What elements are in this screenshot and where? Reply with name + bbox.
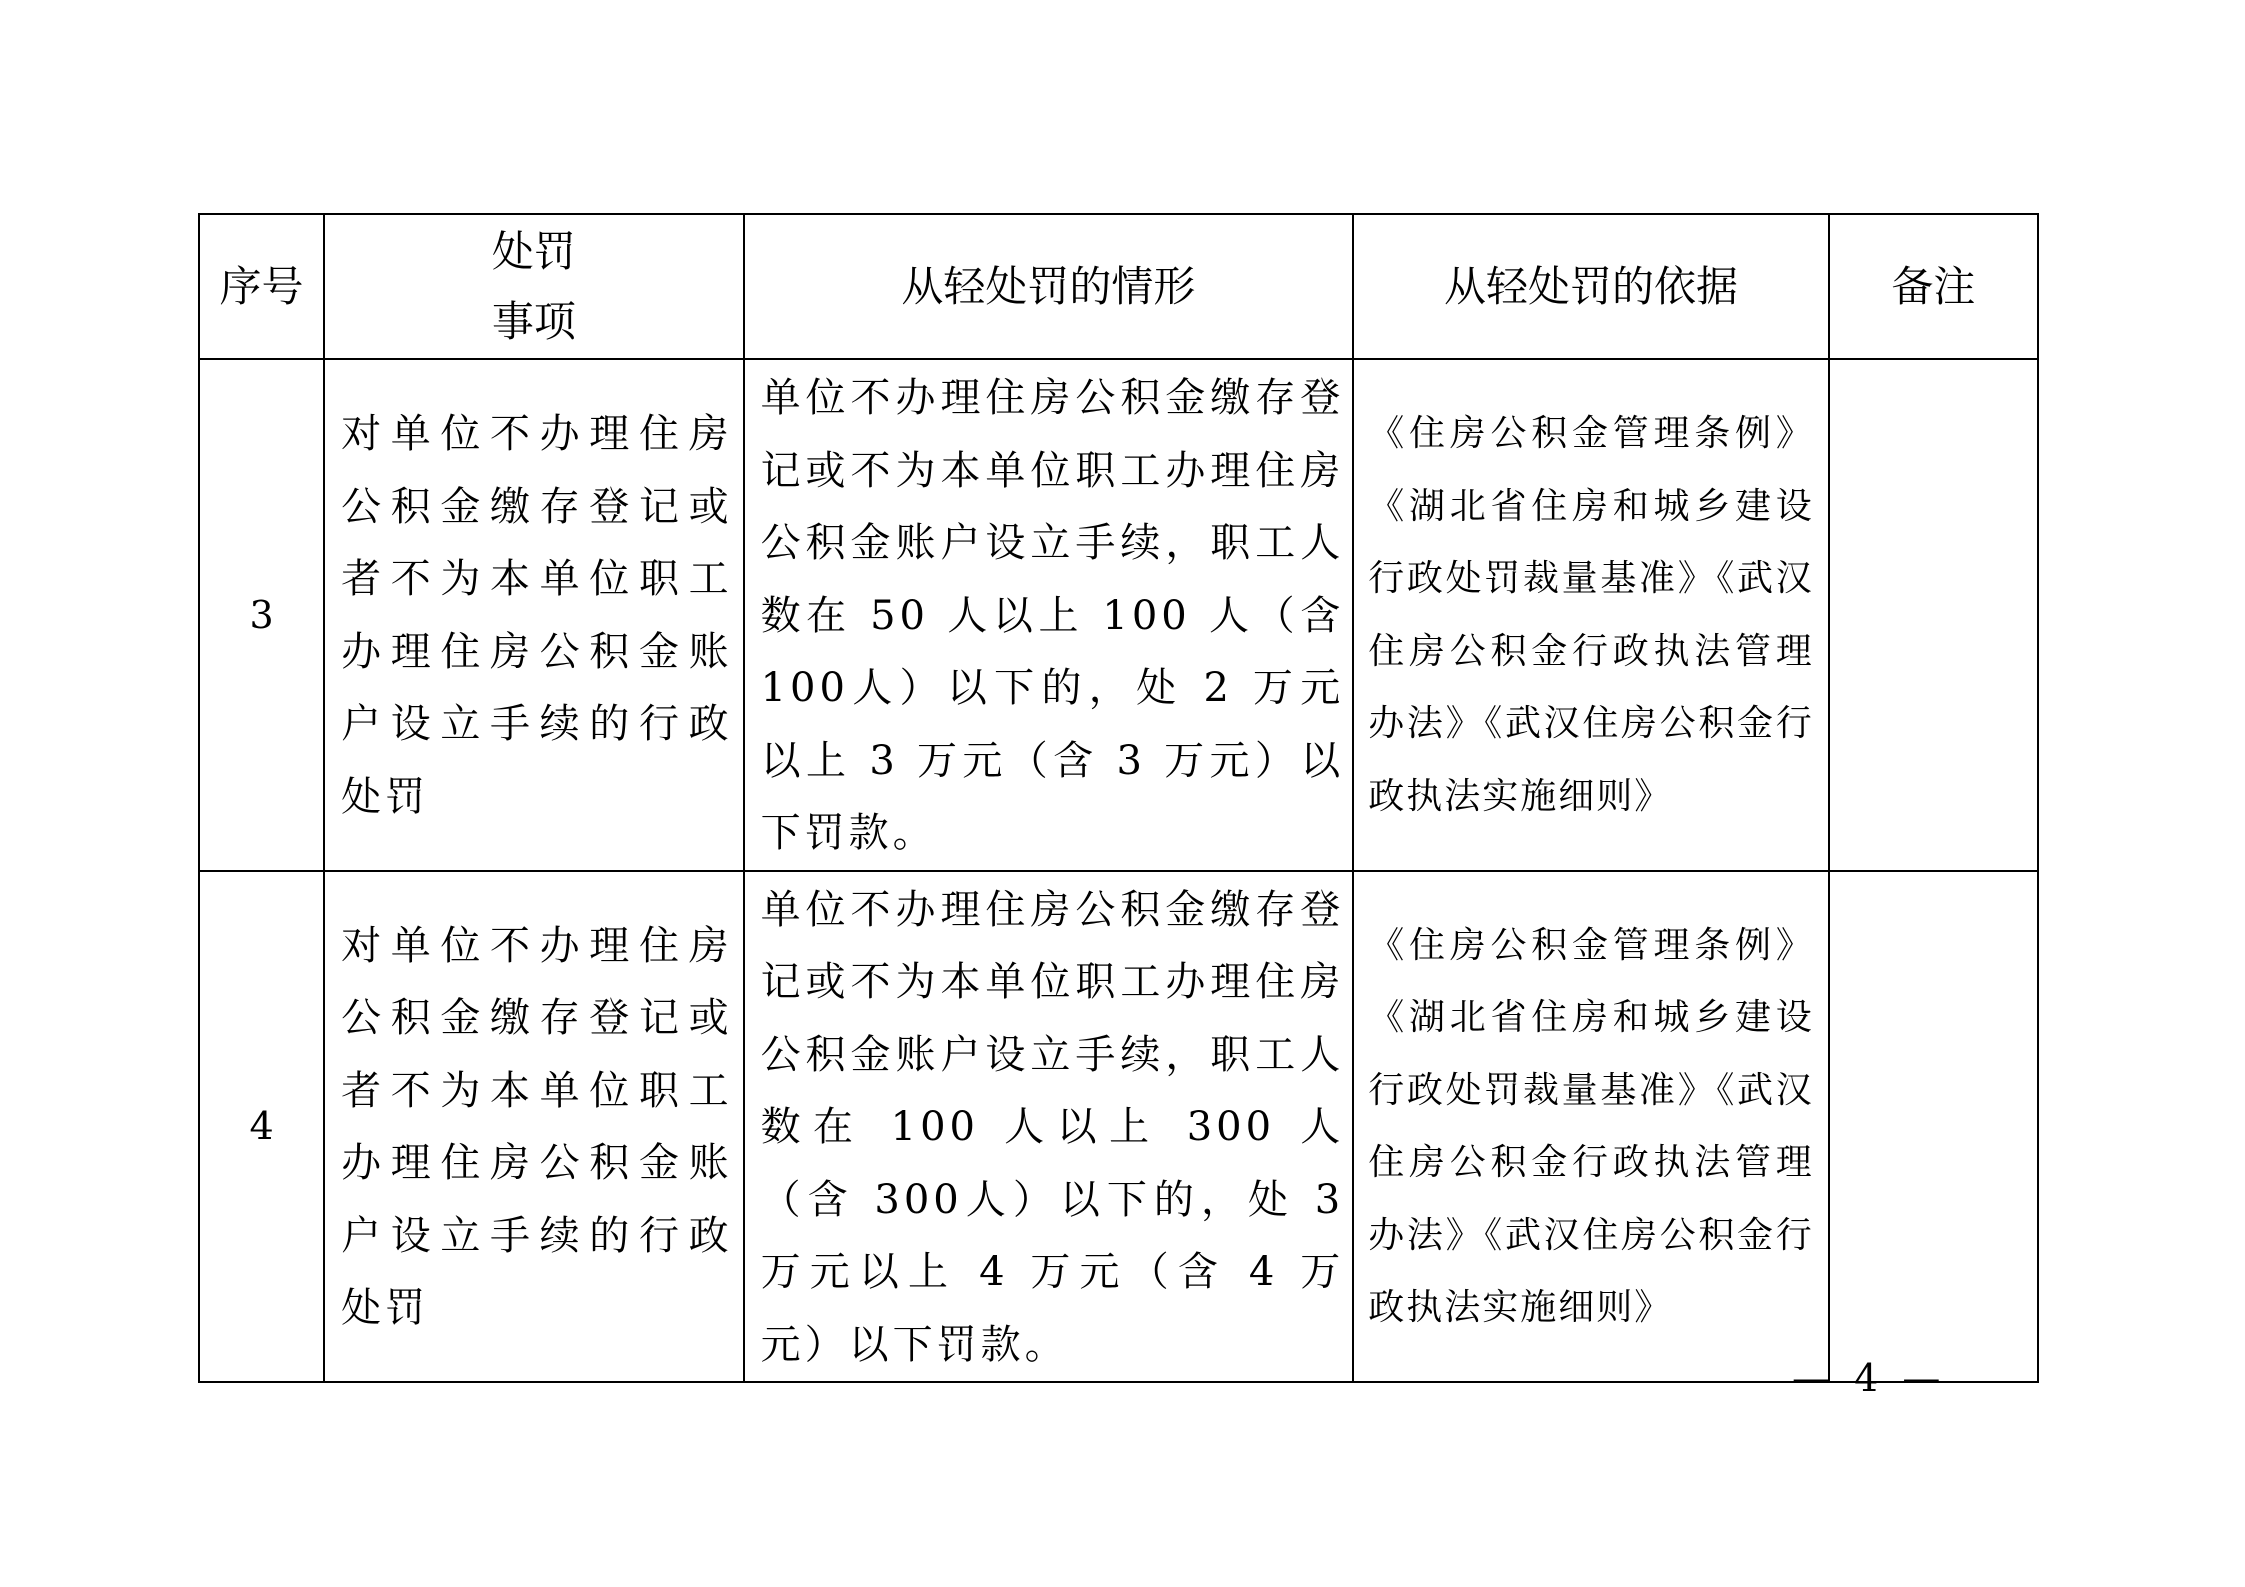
header-item-line2: 事项 bbox=[491, 296, 576, 346]
row-case-cell: 单位不办理住房公积金缴存登记或不为本单位职工办理住房公积金账户设立手续，职工人数在 100 人以上 300 人（含 300人）以下的，处 3 万元以上 4 万元（含 4 万元）以下罚款。 bbox=[744, 871, 1354, 1383]
row-basis-cell: 《住房公积金管理条例》《湖北省住房和城乡建设行政处罚裁量基准》《武汉住房公积金行政执法管理办法》《武汉住房公积金行政执法实施细则》 bbox=[1353, 359, 1829, 871]
header-no: 序号 bbox=[199, 214, 324, 359]
page-number: — 4 — bbox=[1792, 1356, 1947, 1400]
table-row bbox=[199, 871, 2038, 1383]
row-no-cell: 3 bbox=[199, 359, 324, 871]
row-basis-cell: 《住房公积金管理条例》《湖北省住房和城乡建设行政处罚裁量基准》《武汉住房公积金行政执法管理办法》《武汉住房公积金行政执法实施细则》 bbox=[1353, 871, 1829, 1383]
row-note-cell bbox=[1829, 871, 2038, 1383]
header-case: 从轻处罚的情形 bbox=[744, 214, 1354, 359]
penalty-table bbox=[198, 213, 2039, 1383]
header-basis: 从轻处罚的依据 bbox=[1353, 214, 1829, 359]
table-row bbox=[199, 359, 2038, 871]
row-item-cell: 对单位不办理住房公积金缴存登记或者不为本单位职工办理住房公积金账户设立手续的行政处罚 bbox=[324, 871, 743, 1383]
row-no-cell: 4 bbox=[199, 871, 324, 1383]
header-item bbox=[324, 214, 743, 359]
header-note: 备注 bbox=[1829, 214, 2038, 359]
row-note-cell bbox=[1829, 359, 2038, 871]
table-header-row bbox=[199, 214, 2038, 359]
row-case-cell: 单位不办理住房公积金缴存登记或不为本单位职工办理住房公积金账户设立手续，职工人数在 50 人以上 100 人（含 100人）以下的，处 2 万元以上 3 万元（含 3 万元）以下罚款。 bbox=[744, 359, 1354, 871]
row-item-cell: 对单位不办理住房公积金缴存登记或者不为本单位职工办理住房公积金账户设立手续的行政处罚 bbox=[324, 359, 743, 871]
header-item-line1: 处罚 bbox=[491, 226, 576, 276]
